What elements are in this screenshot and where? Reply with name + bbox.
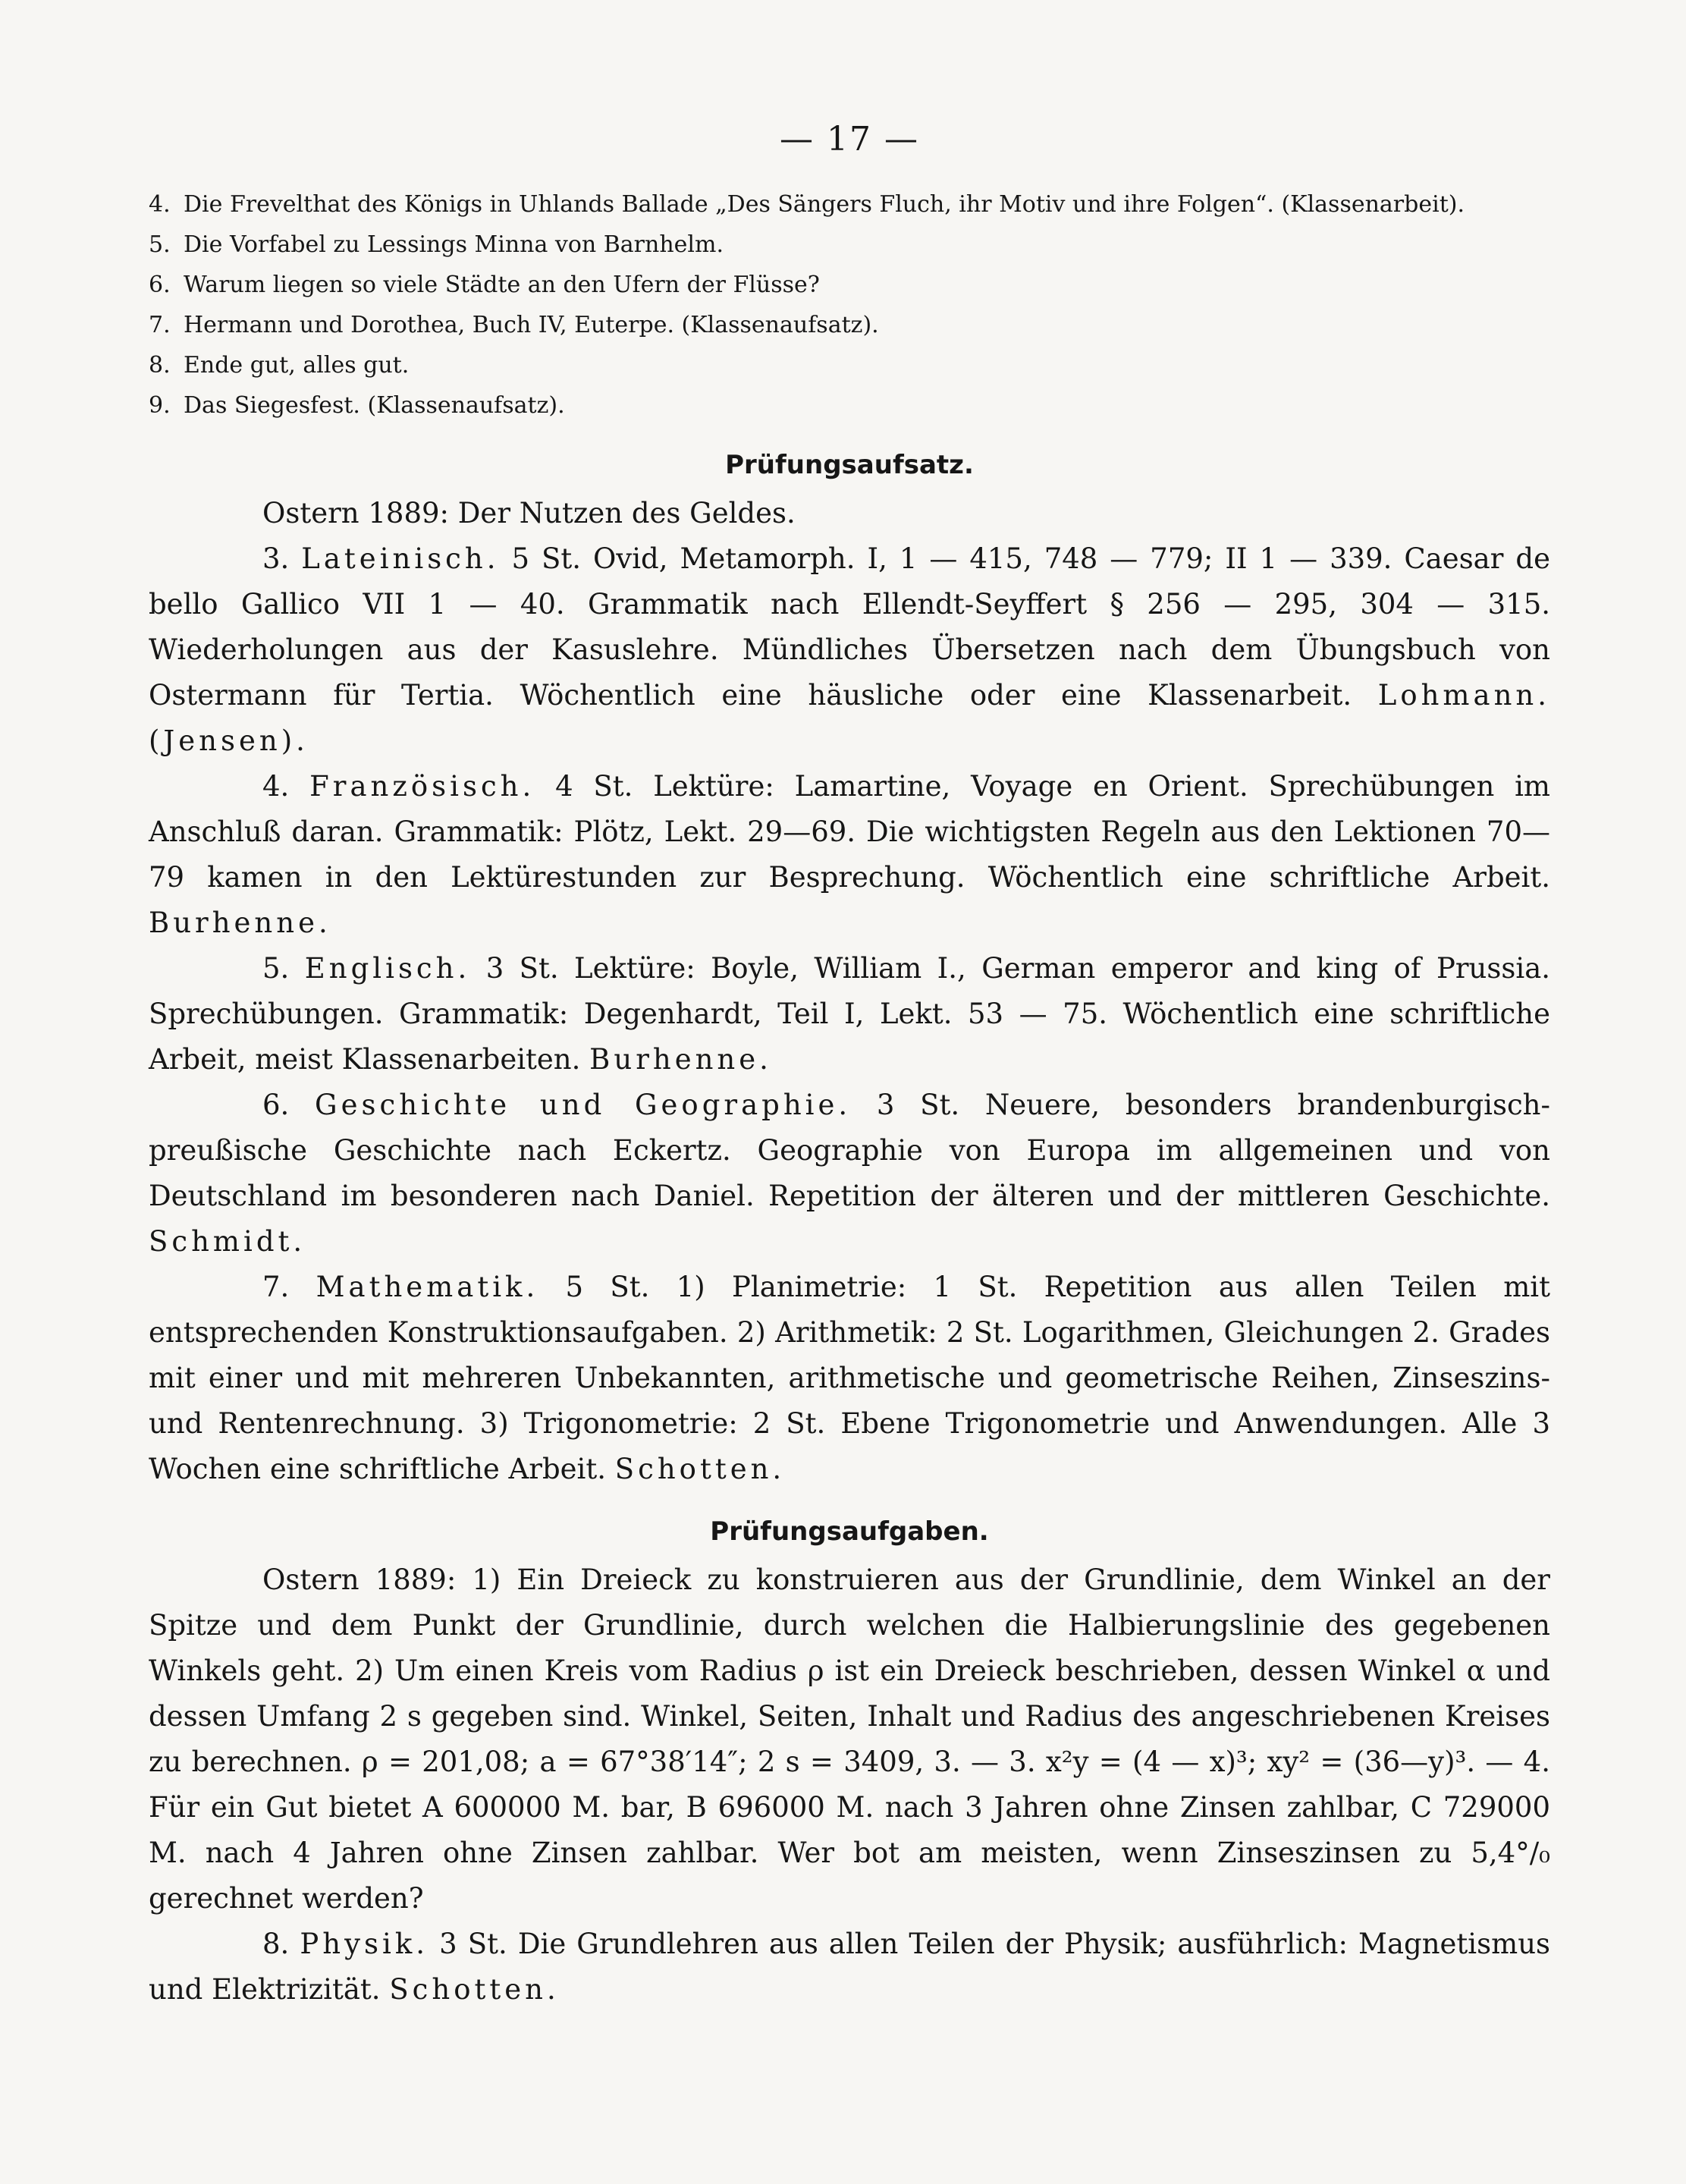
subject-name: Physik.	[300, 1928, 429, 1960]
heading-pruefungsaufsatz: Prüfungsaufsatz.	[725, 450, 974, 480]
subject-number: 7.	[262, 1271, 290, 1303]
subject-history-paragraph	[149, 1083, 1550, 1265]
list-item-number: 6.	[149, 272, 171, 298]
subject-number: 5.	[262, 952, 290, 985]
subject-english-paragraph	[149, 946, 1550, 1083]
teacher-name: Burhenne.	[149, 907, 331, 939]
subject-name: Französisch.	[309, 770, 535, 803]
pruefungsaufgaben-paragraph: Ostern 1889: 1) Ein Dreieck zu konstruieren aus der Grundlinie, dem Winkel an der Spitze und dem Punkt der Grundlinie, durch welchen die Halbierungslinie des gegebenen Winkels geht. 2) Um einen Kreis vom Radius ρ ist ein Dreieck beschrieben, dessen Winkel α und dessen Umfang 2 s gegeben sind. Winkel, Seiten, Inhalt und Radius des angeschriebenen Kreises zu berechnen. ρ = 201,08; a = 67°38′14″; 2 s = 3409, 3. — 3. x²y = (4 — x)³; xy² = (36—y)³. — 4. Für ein Gut bietet A 600000 M. bar, B 696000 M. nach 3 Jahren ohne Zinsen zahlbar, C 729000 M. nach 4 Jahren ohne Zinsen zahlbar. Wer bot am meisten, wenn Zinseszinsen zu 5,4°/₀ gerechnet werden?	[149, 1563, 1550, 1915]
list-item-text: Hermann und Dorothea, Buch IV, Euterpe. (Klassenaufsatz).	[184, 312, 879, 338]
list-item-number: 5.	[149, 231, 171, 258]
subject-name: Mathematik.	[316, 1271, 539, 1303]
subject-number: 8.	[262, 1928, 290, 1960]
subject-name: Lateinisch.	[301, 542, 500, 575]
subject-text: 5 St. 1) Planimetrie: 1 St. Repetition aus allen Teilen mit entsprechenden Konstruktionsaufgaben. 2) Arithmetik: 2 St. Logarithmen, Gleichungen 2. Grades mit einer und mit mehreren Unbekannten, arithmetische und geometrische Reihen, Zinseszins- und Rentenrechnung. 3) Trigonometrie: 2 St. Ebene Trigonometrie und Anwendungen. Alle 3 Wochen eine schriftliche Arbeit.	[149, 1271, 1550, 1485]
document-page	[149, 114, 1550, 2013]
list-item	[149, 345, 1550, 385]
list-item-text: Warum liegen so viele Städte an den Ufern der Flüsse?	[184, 272, 820, 298]
subject-name: Englisch.	[304, 952, 471, 985]
teacher-name: Schotten.	[614, 1453, 786, 1485]
page-number: — 17 —	[780, 120, 919, 159]
essay-topic-list	[149, 184, 1550, 426]
subject-text: 3 St. Lektüre: Boyle, William I., German emperor and king of Prussia. Sprechübungen. Grammatik: Degenhardt, Teil I, Lekt. 53 — 75. Wöchentlich eine schriftliche Arbeit, meist Klassenarbeiten.	[149, 952, 1551, 1076]
subject-number: 3.	[262, 542, 290, 575]
subject-text: 3 St. Neuere, besonders brandenburgisch-preußische Geschichte nach Eckertz. Geographie von Europa im allgemeinen und von Deutschland im besonderen nach Daniel. Repetition der älteren und der mittleren Geschichte.	[149, 1089, 1551, 1212]
list-item	[149, 225, 1550, 265]
heading-pruefungsaufgaben: Prüfungsaufgaben.	[710, 1516, 989, 1547]
list-item-number: 7.	[149, 312, 171, 338]
teacher-name: Schmidt.	[149, 1225, 306, 1258]
subject-math-paragraph	[149, 1265, 1550, 1492]
subject-text: 4 St. Lektüre: Lamartine, Voyage en Orient. Sprechübungen im Anschluß daran. Grammatik: Plötz, Lekt. 29—69. Die wichtigsten Regeln aus den Lektionen 70—79 kamen in den Lektürestunden zur Besprechung. Wöchentlich eine schriftliche Arbeit.	[149, 770, 1551, 894]
subject-french-paragraph	[149, 764, 1550, 946]
list-item-number: 4.	[149, 191, 171, 218]
list-item-number: 9.	[149, 392, 171, 419]
list-item	[149, 385, 1550, 426]
subject-text: 5 St. Ovid, Metamorph. I, 1 — 415, 748 — 779; II 1 — 339. Caesar de bello Gallico VII 1 — 40. Grammatik nach Ellendt-Seyffert § 256 — 295, 304 — 315. Wiederholungen aus der Kasuslehre. Mündliches Übersetzen nach dem Übungsbuch von Ostermann für Tertia. Wöchentlich eine häusliche oder eine Klassenarbeit.	[149, 542, 1550, 712]
list-item	[149, 305, 1550, 345]
subject-latin-paragraph	[149, 536, 1550, 764]
teacher-name: Lohmann. (Jensen).	[149, 679, 1550, 757]
subject-number: 6.	[262, 1089, 290, 1121]
pruefungsaufsatz-paragraph: Ostern 1889: Der Nutzen des Geldes.	[262, 497, 796, 530]
list-item	[149, 265, 1550, 305]
subject-number: 4.	[262, 770, 290, 803]
list-item-text: Ende gut, alles gut.	[184, 352, 410, 379]
subject-name: Geschichte und Geographie.	[315, 1089, 852, 1121]
list-item-text: Die Vorfabel zu Lessings Minna von Barnhelm.	[184, 231, 724, 258]
list-item-text: Das Siegesfest. (Klassenaufsatz).	[184, 392, 565, 419]
list-item-text: Die Frevelthat des Königs in Uhlands Ballade „Des Sängers Fluch, ihr Motiv und ihre Folgen“. (Klassenarbeit).	[184, 191, 1465, 218]
list-item-number: 8.	[149, 352, 171, 379]
subject-text: 3 St. Die Grundlehren aus allen Teilen der Physik; ausführlich: Magnetismus und Elektrizität.	[149, 1928, 1551, 2006]
subject-physics-paragraph	[149, 1922, 1550, 2013]
teacher-name: Schotten.	[389, 1973, 560, 2006]
list-item	[149, 184, 1550, 225]
teacher-name: Burhenne.	[589, 1043, 772, 1076]
